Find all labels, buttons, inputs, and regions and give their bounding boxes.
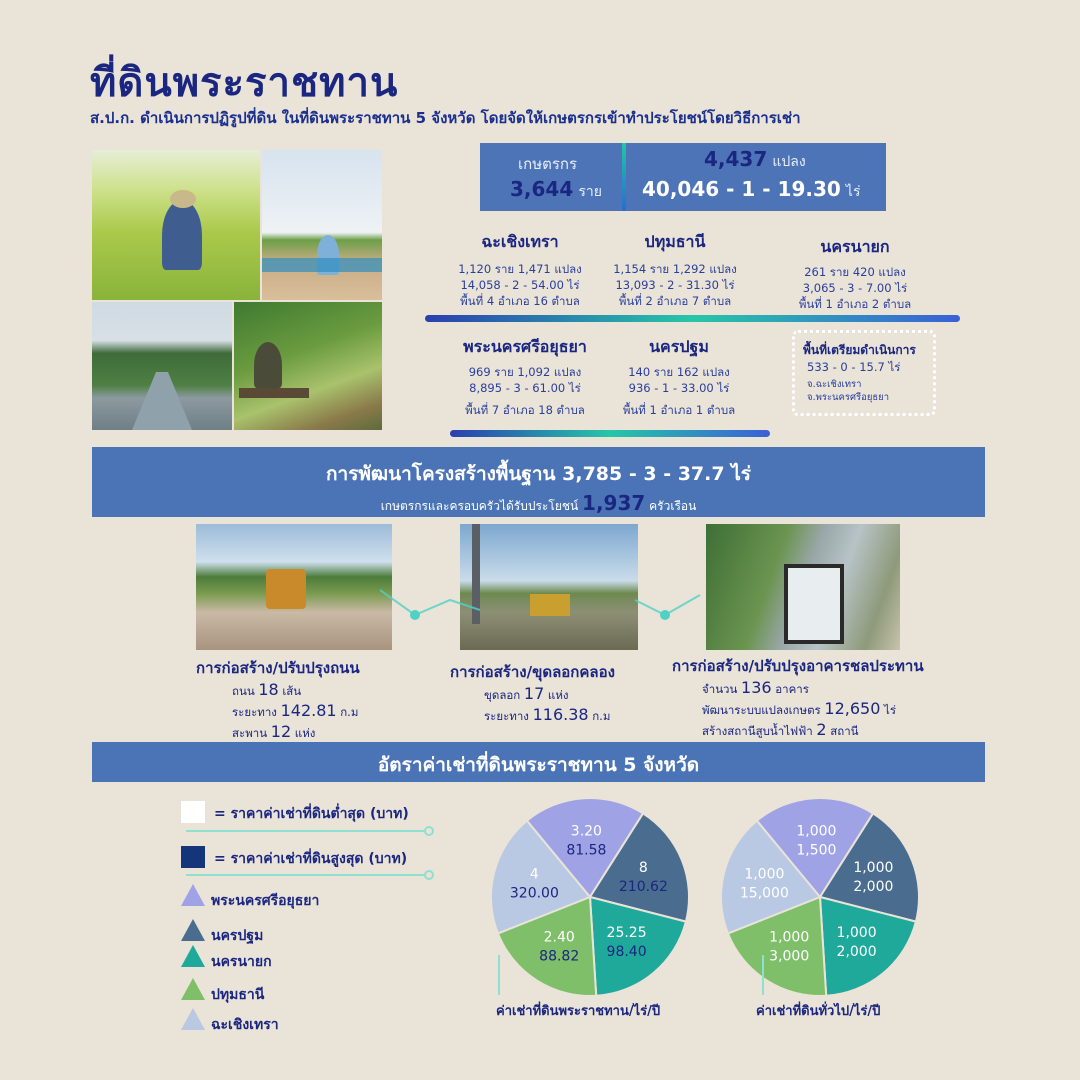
- legend-triangle-icon: [181, 945, 205, 967]
- pie-chart-royal-land: [485, 792, 695, 1002]
- province-nakhon-nayok: [775, 235, 935, 312]
- rent-banner: [92, 742, 985, 782]
- pie-caption-line: [498, 955, 500, 995]
- divider-line: [425, 315, 960, 322]
- pie-label-min: 2.40: [543, 929, 575, 946]
- pie-label-min: 1,000: [853, 859, 894, 876]
- page-title: ที่ดินพระราชทาน: [90, 60, 399, 106]
- legend-underline-dot: [424, 826, 434, 836]
- pie-label-min: 1,000: [796, 823, 837, 840]
- summary-stat-box: [480, 143, 886, 211]
- divider-line: [450, 430, 770, 437]
- prep-area-box: [792, 330, 936, 416]
- province-name: นครปฐม: [649, 337, 709, 356]
- pie-caption-general: ค่าเช่าที่ดินทั่วไป/ไร่/ปี: [756, 1004, 881, 1019]
- legend-triangle-icon: [181, 978, 205, 1000]
- photo-road-construction: [196, 524, 392, 650]
- infra-line: จำนวน 136 อาคาร: [702, 678, 809, 697]
- legend-province-label: ฉะเชิงเทรา: [211, 1017, 279, 1033]
- province-line: 1,120 ราย 1,471 แปลง: [458, 262, 582, 276]
- province-line: 140 ราย 162 แปลง: [628, 365, 730, 379]
- province-line: พื้นที่ 4 อำเภอ 16 ตำบล: [460, 294, 580, 308]
- prep-area-province: จ.พระนครศรีอยุธยา: [807, 392, 890, 403]
- province-chachoengsao: [440, 230, 600, 309]
- province-name: พระนครศรีอยุธยา: [463, 337, 587, 356]
- province-pathum-thani: [600, 230, 750, 309]
- photo-farmer-rice-field: [92, 150, 260, 300]
- legend-province-label: นครนายก: [211, 954, 272, 970]
- legend-min-swatch: [181, 801, 205, 823]
- legend-triangle-icon: [181, 919, 205, 941]
- photo-farmer-winnowing: [262, 150, 382, 300]
- legend-max-swatch: [181, 846, 205, 868]
- infra-line: สะพาน 12 แห่ง: [232, 722, 316, 741]
- pie-label-min: 25.25: [606, 925, 647, 942]
- province-line: 261 ราย 420 แปลง: [804, 265, 906, 279]
- prep-area-province: จ.ฉะเชิงเทรา: [807, 379, 862, 390]
- legend-underline: [186, 830, 426, 832]
- infra-line: สร้างสถานีสูบน้ำไฟฟ้า 2 สถานี: [702, 720, 859, 739]
- legend-underline-dot: [424, 870, 434, 880]
- legend-max-label: = ราคาค่าเช่าที่ดินสูงสุด (บาท): [214, 851, 408, 867]
- infra-banner-title: การพัฒนาโครงสร้างพื้นฐาน 3,785 - 3 - 37.7 ไร่: [326, 463, 751, 485]
- pie-label-max: 88.82: [539, 948, 580, 965]
- infra-line: ระยะทาง 116.38 ก.ม: [484, 705, 611, 724]
- legend-triangle-icon: [181, 1008, 205, 1030]
- province-line: พื้นที่ 1 อำเภอ 2 ตำบล: [798, 297, 912, 311]
- infra-banner-sub: เกษตรกรและครอบครัวได้รับประโยชน์ 1,937 ครัวเรือน: [380, 491, 697, 515]
- photo-boat-farmer: [234, 302, 382, 430]
- province-line: พื้นที่ 2 อำเภอ 7 ตำบล: [618, 294, 732, 308]
- pie-label-min: 4: [529, 866, 539, 883]
- rent-banner-title: อัตราค่าเช่าที่ดินพระราชทาน 5 จังหวัด: [377, 754, 700, 776]
- total-area: 40,046 - 1 - 19.30 ไร่: [642, 177, 861, 201]
- pie-label-min: 1,000: [836, 925, 877, 942]
- province-line: 14,058 - 2 - 54.00 ไร่: [460, 278, 580, 292]
- province-line: 936 - 1 - 33.00 ไร่: [628, 381, 730, 395]
- province-line: พื้นที่ 1 อำเภอ 1 ตำบล: [622, 403, 736, 417]
- legend-province-label: ปทุมธานี: [211, 987, 265, 1003]
- infra-title: การก่อสร้าง/ขุดลอกคลอง: [450, 663, 615, 681]
- prep-area-title: พื้นที่เตรียมดำเนินการ: [803, 343, 916, 357]
- province-line: 3,065 - 3 - 7.00 ไร่: [802, 281, 908, 295]
- infra-line: ระยะทาง 142.81 ก.ม: [232, 701, 359, 720]
- infra-canal: [450, 660, 615, 726]
- province-line: 13,093 - 2 - 31.30 ไร่: [615, 278, 735, 292]
- province-name: นครนายก: [820, 237, 890, 256]
- pie-label-max: 320.00: [509, 885, 559, 902]
- photo-canal: [92, 302, 232, 430]
- province-line: 8,895 - 3 - 61.00 ไร่: [469, 381, 581, 395]
- province-name: ฉะเชิงเทรา: [481, 232, 559, 251]
- pie-label-min: 1,000: [769, 929, 810, 946]
- infra-title: การก่อสร้าง/ปรับปรุงอาคารชลประทาน: [672, 657, 924, 675]
- pie-caption-line: [762, 955, 764, 995]
- infra-line: พัฒนาระบบแปลงเกษตร 12,650 ไร่: [702, 699, 896, 718]
- legend-province-label: นครปฐม: [211, 928, 264, 944]
- legend-triangle-icon: [181, 884, 205, 906]
- province-line: 969 ราย 1,092 แปลง: [468, 365, 582, 379]
- pie-label-max: 1,500: [796, 842, 837, 859]
- farmers-label: เกษตรกร: [518, 155, 578, 173]
- pie-label-max: 2,000: [836, 944, 877, 961]
- pie-label-max: 2,000: [853, 878, 894, 895]
- province-ayutthaya: [440, 335, 610, 418]
- province-line: 1,154 ราย 1,292 แปลง: [613, 262, 737, 276]
- infra-road: [196, 656, 360, 743]
- pie-label-max: 3,000: [769, 948, 810, 965]
- pie-label-max: 210.62: [618, 878, 668, 895]
- infra-title: การก่อสร้าง/ปรับปรุงถนน: [196, 659, 360, 677]
- legend-province-label: พระนครศรีอยุธยา: [211, 893, 320, 909]
- pie-label-min: 1,000: [744, 866, 785, 883]
- infra-connector: [380, 585, 730, 625]
- pie-label-min: 8: [638, 859, 648, 876]
- plots-count: 4,437 แปลง: [704, 147, 806, 171]
- infra-line: ถนน 18 เส้น: [232, 680, 302, 699]
- photo-irrigation-gate: [706, 524, 900, 650]
- page-subtitle: ส.ป.ก. ดำเนินการปฏิรูปที่ดิน ในที่ดินพระราชทาน 5 จังหวัด โดยจัดให้เกษตรกรเข้าทำประโยชน์โดยวิธีการเช่า: [90, 109, 801, 127]
- province-nakhon-pathom: [604, 335, 754, 418]
- pie-label-max: 81.58: [566, 842, 607, 859]
- pie-label-max: 15,000: [739, 885, 789, 902]
- infra-banner: [92, 447, 985, 517]
- legend-min-label: = ราคาค่าเช่าที่ดินต่ำสุด (บาท): [214, 806, 409, 822]
- infra-line: ขุดลอก 17 แห่ง: [484, 684, 569, 703]
- pie-label-min: 3.20: [570, 823, 602, 840]
- farmers-count: 3,644 ราย: [510, 177, 602, 201]
- pie-caption-royal: ค่าเช่าที่ดินพระราชทาน/ไร่/ปี: [496, 1004, 661, 1019]
- legend-underline: [186, 874, 426, 876]
- province-line: พื้นที่ 7 อำเภอ 18 ตำบล: [465, 403, 585, 417]
- prep-area-value: 533 - 0 - 15.7 ไร่: [807, 360, 901, 374]
- province-name: ปทุมธานี: [644, 232, 706, 251]
- pie-chart-general-land: [715, 792, 925, 1002]
- pie-label-max: 98.40: [606, 944, 647, 961]
